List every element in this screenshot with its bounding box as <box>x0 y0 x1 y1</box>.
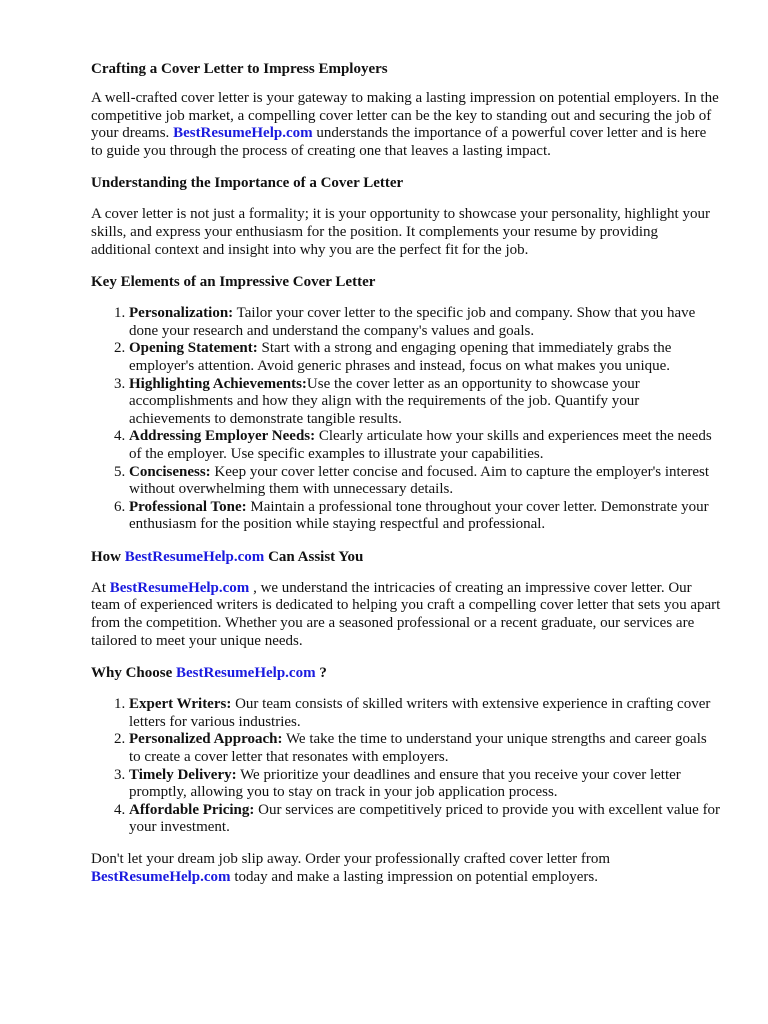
why-heading-link[interactable]: BestResumeHelp.com <box>176 665 316 682</box>
list-item-text: Use the cover letter as an opportunity to showcase your accomplishments and how they align with the requirements of the job. Quantify your achievements to demonstrate tangible results. <box>129 375 640 427</box>
closing-text-before: Don't let your dream job slip away. Order your professionally crafted cover letter from <box>91 851 611 867</box>
intro-site-link[interactable]: BestResumeHelp.com <box>173 125 313 142</box>
list-item-text: Our services are competitively priced to provide you with excellent value for your investment. <box>129 801 721 836</box>
why-heading <box>91 664 721 682</box>
list-item-term: Affordable Pricing: <box>129 801 255 818</box>
closing-site-link[interactable]: BestResumeHelp.com <box>91 868 231 885</box>
list-item <box>129 696 721 731</box>
why-heading-after: ? <box>315 665 327 682</box>
closing-text-after: today and make a lasting impression on potential employers. <box>230 868 598 885</box>
elements-heading: Key Elements of an Impressive Cover Letter <box>91 274 376 291</box>
list-item-term: Highlighting Achievements: <box>129 375 307 392</box>
intro-text-before: A well-crafted cover letter is your gateway to making a lasting impression on potential employers. In the competitive job market, a compelling cover letter can be the key to standing out and securing the job of your dreams. <box>91 90 719 142</box>
list-item-text: Start with a strong and engaging opening that immediately grabs the employer's attention. Avoid generic phrases and instead, focus on what makes you unique. <box>129 340 672 374</box>
list-item-term: Timely Delivery: <box>129 766 237 783</box>
list-item <box>129 340 721 375</box>
document-body <box>91 60 721 900</box>
list-item <box>129 376 721 429</box>
list-item-term: Professional Tone: <box>129 498 247 515</box>
importance-heading: Understanding the Importance of a Cover Letter <box>91 175 404 192</box>
assist-heading-before: How <box>91 548 125 565</box>
importance-paragraph: A cover letter is not just a formality; it is your opportunity to showcase your personality, highlight your skills, and express your enthusiasm for the position. It complements your resume by providing additional context and insight into why you are the perfect fit for the job. <box>91 206 710 258</box>
list-item-text: Maintain a professional tone throughout your cover letter. Demonstrate your enthusiasm for the position while staying respectful and professional. <box>129 498 709 533</box>
assist-site-link[interactable]: BestResumeHelp.com <box>109 579 250 596</box>
list-item-term: Opening Statement: <box>129 340 258 357</box>
why-heading-before: Why Choose <box>91 665 177 682</box>
list-item-term: Expert Writers: <box>129 696 232 713</box>
why-list <box>91 696 721 837</box>
list-item-term: Conciseness: <box>129 463 211 480</box>
list-item-text: We take the time to understand your unique strengths and career goals to create a cover letter that resonates with employers. <box>129 731 707 766</box>
list-item <box>129 305 721 340</box>
list-item-text: We prioritize your deadlines and ensure that you receive your cover letter promptly, allowing you to stay on track in your job application process. <box>129 766 681 801</box>
list-item <box>129 802 721 837</box>
assist-heading-after: Can Assist You <box>264 548 364 565</box>
list-item-term: Addressing Employer Needs: <box>129 428 316 445</box>
assist-text-after: , we understand the intricacies of creating an impressive cover letter. Our team of experienced writers is dedicated to helping you craft a compelling cover letter that sets you apart from the competition. Whether you are a seasoned professional or a recent graduate, our services are tailored to meet your unique needs. <box>91 579 721 649</box>
list-item <box>129 428 721 463</box>
document-title: Crafting a Cover Letter to Impress Employers <box>91 61 388 77</box>
assist-heading-link[interactable]: BestResumeHelp.com <box>124 548 265 565</box>
list-item <box>129 731 721 766</box>
list-item-text: Tailor your cover letter to the specific job and company. Show that you have done your research and understand the company's values and goals. <box>129 305 696 339</box>
list-item-text: Clearly articulate how your skills and experiences meet the needs of the employer. Use specific examples to illustrate your capabilities. <box>129 428 712 462</box>
assist-heading <box>91 548 721 566</box>
list-item-text: Keep your cover letter concise and focused. Aim to capture the employer's interest without overwhelming them with unnecessary details. <box>129 463 710 498</box>
list-item <box>129 464 721 499</box>
elements-list <box>91 305 721 534</box>
list-item <box>129 499 721 534</box>
assist-paragraph <box>91 580 721 650</box>
list-item-term: Personalization: <box>129 305 234 322</box>
list-item <box>129 767 721 802</box>
list-item-term: Personalized Approach: <box>129 731 283 748</box>
intro-paragraph <box>91 90 721 160</box>
list-item-text: Our team consists of skilled writers with extensive experience in crafting cover letters for various industries. <box>129 696 711 730</box>
assist-text-before: At <box>91 579 110 596</box>
closing-paragraph <box>91 851 721 886</box>
intro-text-after: understands the importance of a powerful cover letter and is here to guide you through the process of creating one that leaves a lasting impact. <box>91 125 707 159</box>
